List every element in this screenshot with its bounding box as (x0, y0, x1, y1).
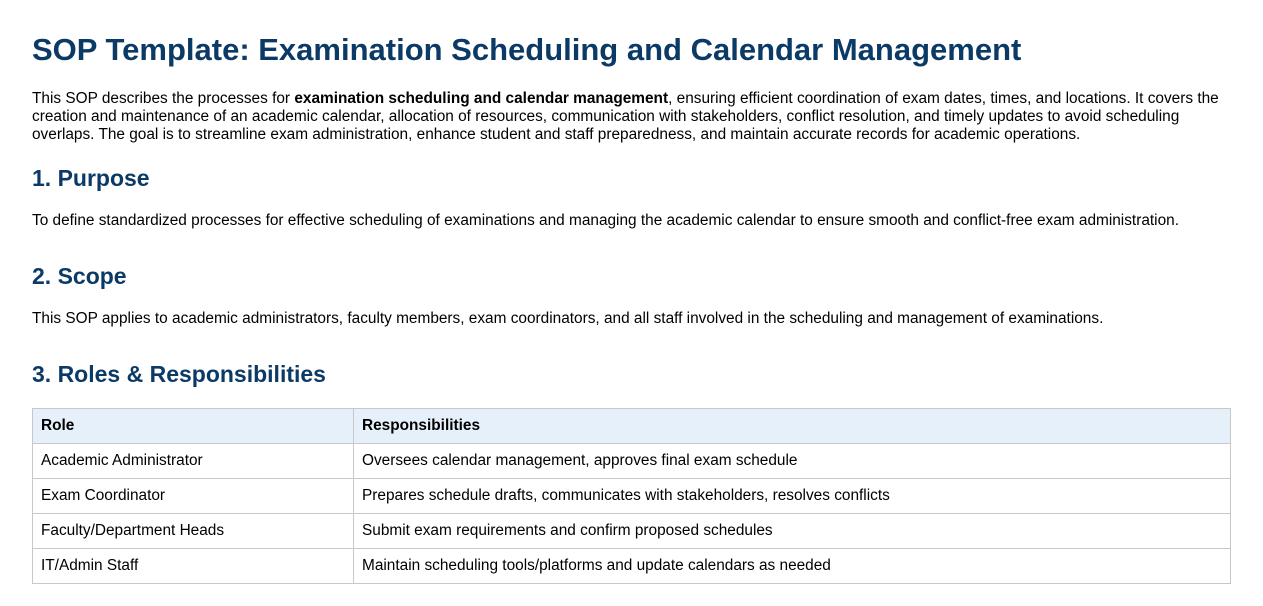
table-row (33, 479, 1231, 514)
role-cell: Exam Coordinator (33, 479, 354, 514)
responsibility-cell: Maintain scheduling tools/platforms and update calendars as needed (354, 549, 1231, 584)
purpose-heading: 1. Purpose (32, 165, 150, 191)
column-header-responsibilities: Responsibilities (354, 409, 1231, 444)
intro-text-bold: examination scheduling and calendar management (294, 90, 669, 107)
role-cell: Academic Administrator (33, 444, 354, 479)
responsibility-cell: Submit exam requirements and confirm proposed schedules (354, 514, 1231, 549)
responsibility-cell: Oversees calendar management, approves final exam schedule (354, 444, 1231, 479)
role-cell: Faculty/Department Heads (33, 514, 354, 549)
scope-heading: 2. Scope (32, 263, 127, 289)
purpose-text: To define standardized processes for effective scheduling of examinations and managing the academic calendar to ensure smooth and conflict-free exam administration. (32, 212, 1179, 229)
intro-text-start: This SOP describes the processes for (32, 90, 295, 107)
role-cell: IT/Admin Staff (33, 549, 354, 584)
column-header-role: Role (33, 409, 354, 444)
intro-text-end: , ensuring efficient coordination of exam dates, times, and locations. It covers the creation and maintenance of an academic calendar, allocation of resources, communication with stakeholders, conflict resolution, and timely updates to avoid scheduling overlaps. The goal is to streamline exam administration, enhance student and staff preparedness, and maintain accurate records for academic operations. (32, 90, 1219, 143)
page-title: SOP Template: Examination Scheduling and Calendar Management (32, 32, 1022, 67)
scope-text: This SOP applies to academic administrators, faculty members, exam coordinators, and all staff involved in the scheduling and management of examinations. (32, 310, 1104, 327)
table-row (33, 514, 1231, 549)
responsibility-cell: Prepares schedule drafts, communicates with stakeholders, resolves conflicts (354, 479, 1231, 514)
roles-heading: 3. Roles & Responsibilities (32, 361, 326, 387)
roles-table (32, 408, 1231, 584)
table-header-row (33, 409, 1231, 444)
table-row (33, 444, 1231, 479)
table-row (33, 549, 1231, 584)
intro-paragraph (32, 90, 1231, 144)
